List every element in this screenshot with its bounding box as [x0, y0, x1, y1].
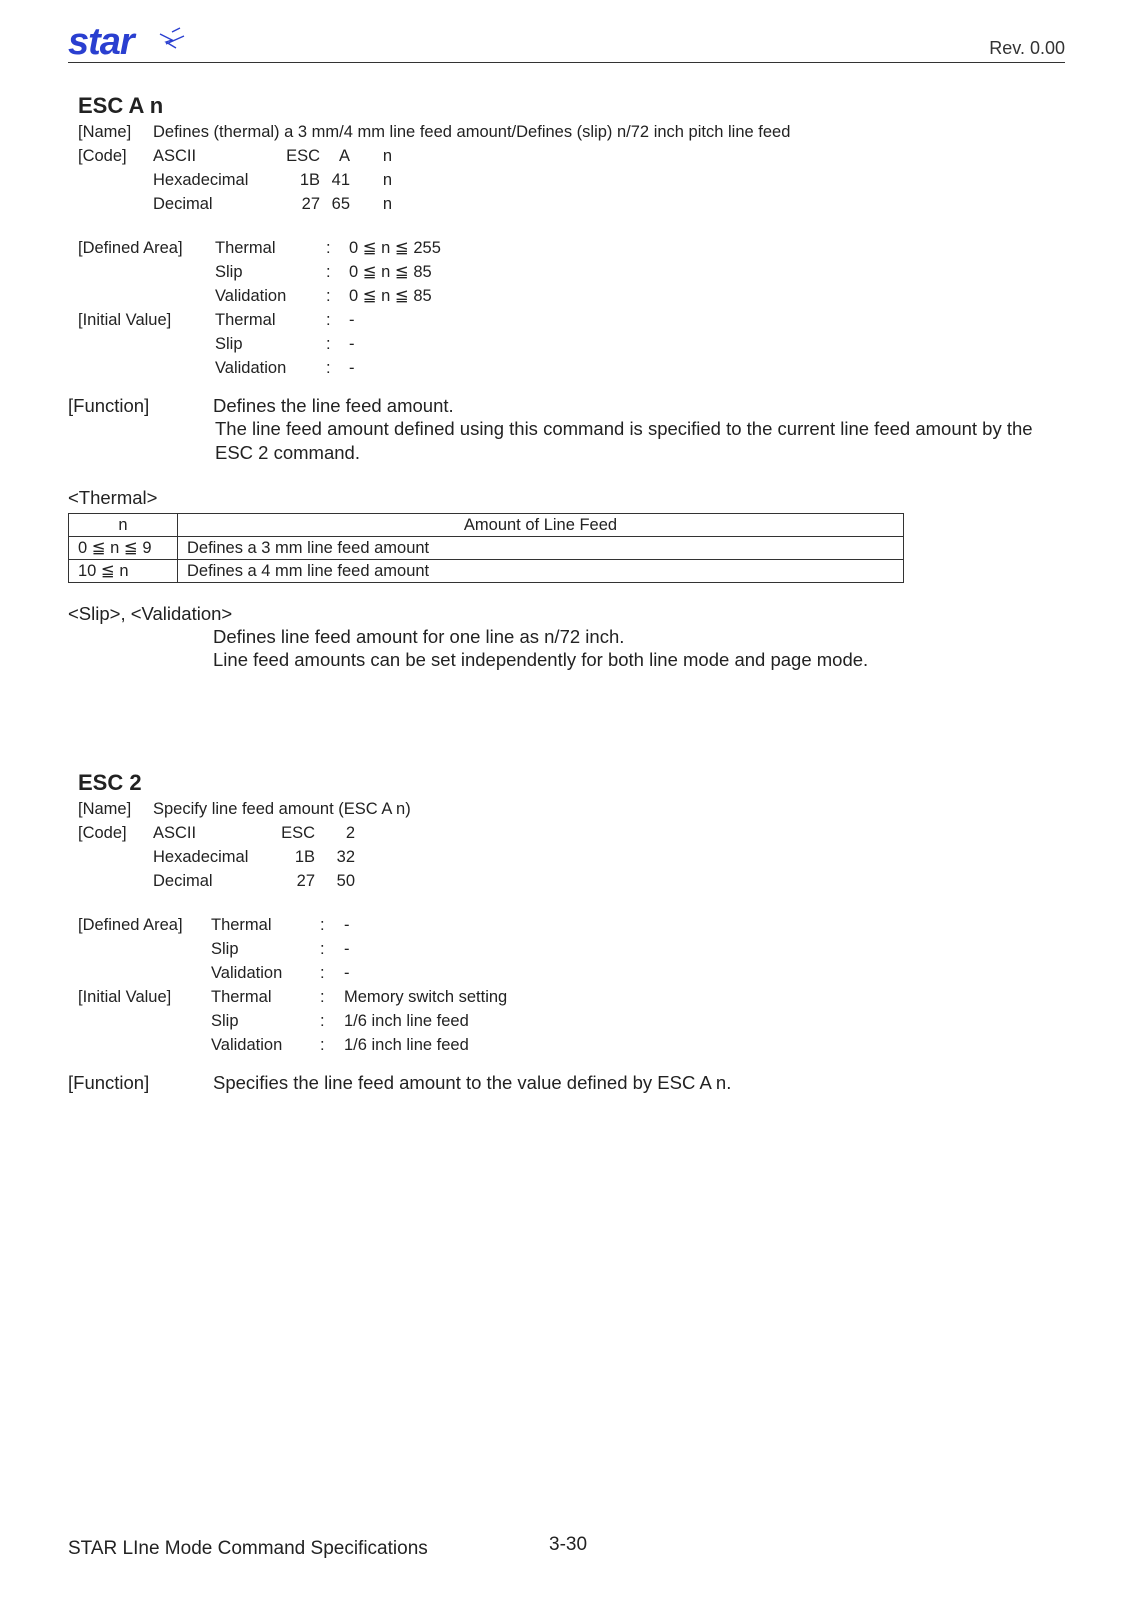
- code-value: 1B: [294, 848, 315, 866]
- code-value: n: [382, 195, 392, 213]
- initial-value-list: Thermal : - Slip : - Validation : -: [215, 308, 549, 380]
- mode-value: -: [349, 311, 355, 329]
- code-value: 27: [296, 872, 315, 890]
- mode-label: Validation: [211, 964, 283, 982]
- code-type: Decimal: [153, 872, 213, 890]
- header-divider: [68, 62, 1065, 63]
- mode-value: -: [344, 940, 350, 958]
- mode-label: Slip: [215, 335, 243, 353]
- code-type: ASCII: [153, 824, 197, 842]
- section-title-esc-a-n: ESC A n: [78, 93, 164, 118]
- slip-text: Defines line feed amount for one line as n/72 inch.: [213, 626, 625, 647]
- mode-value: 1/6 inch line feed: [344, 1012, 469, 1030]
- defined-area-label: [Defined Area]: [78, 239, 183, 257]
- mode-value: 0 ≦ n ≦ 85: [349, 287, 432, 305]
- name-label: [Name]: [78, 123, 132, 141]
- star-logo: [68, 24, 186, 60]
- code-type: Decimal: [153, 195, 213, 213]
- code-value: 27: [301, 195, 320, 213]
- table-header: n: [69, 514, 178, 537]
- table-cell: 0 ≦ n ≦ 9: [69, 537, 178, 560]
- mode-label: Thermal: [211, 988, 272, 1006]
- mode-label: Validation: [215, 359, 287, 377]
- slip-validation-heading: <Slip>, <Validation>: [68, 603, 233, 624]
- code-label: [Code]: [78, 824, 127, 842]
- initial-value-label: [Initial Value]: [78, 311, 172, 329]
- footer-document-title: STAR LIne Mode Command Specifications: [68, 1538, 428, 1559]
- svg-text:star: star: [68, 24, 134, 60]
- mode-label: Slip: [215, 263, 243, 281]
- page-number: 3-30: [549, 1534, 588, 1555]
- mode-label: Thermal: [215, 311, 276, 329]
- code-value: A: [338, 147, 350, 165]
- code-type: Hexadecimal: [153, 848, 249, 866]
- mode-label: Slip: [211, 1012, 239, 1030]
- code-value: 50: [336, 872, 355, 890]
- mode-value: 1/6 inch line feed: [344, 1036, 469, 1054]
- mode-value: 0 ≦ n ≦ 255: [349, 239, 441, 257]
- mode-value: Memory switch setting: [344, 988, 508, 1006]
- mode-label: Thermal: [215, 239, 276, 257]
- mode-value: -: [344, 916, 350, 934]
- function-text: The line feed amount defined using this command is specified to the current line feed amount by the ESC 2 command.: [215, 418, 1033, 463]
- command-name: Specify line feed amount (ESC A n): [153, 800, 411, 818]
- code-type: Hexadecimal: [153, 171, 249, 189]
- mode-label: Validation: [211, 1036, 283, 1054]
- code-table: [153, 144, 392, 216]
- function-text: Defines the line feed amount.: [213, 395, 454, 416]
- function-label: [Function]: [68, 1072, 150, 1093]
- table-row: [69, 560, 904, 583]
- section-title-esc-2: ESC 2: [78, 770, 142, 795]
- mode-value: 0 ≦ n ≦ 85: [349, 263, 432, 281]
- slip-text: Line feed amounts can be set independently for both line mode and page mode.: [213, 649, 869, 670]
- code-value: n: [382, 171, 392, 189]
- mode-value: -: [344, 964, 350, 982]
- revision-label: Rev. 0.00: [989, 38, 1065, 58]
- table-cell: Defines a 4 mm line feed amount: [178, 560, 904, 583]
- table-header-row: [69, 514, 904, 537]
- initial-value-list: Thermal : Memory switch setting Slip : 1/6 inch line feed Validation : 1/6 inch line feed: [211, 985, 564, 1057]
- code-value: ESC: [281, 824, 315, 842]
- code-type: ASCII: [153, 147, 197, 165]
- table-cell: 10 ≦ n: [69, 560, 178, 583]
- mode-label: Slip: [211, 940, 239, 958]
- name-label: [Name]: [78, 800, 132, 818]
- table-row: [69, 537, 904, 560]
- code-label: [Code]: [78, 147, 127, 165]
- defined-area-list: Thermal : - Slip : - Validation : -: [211, 913, 564, 985]
- table-cell: Defines a 3 mm line feed amount: [178, 537, 904, 560]
- thermal-heading: <Thermal>: [68, 487, 158, 508]
- code-value: ESC: [286, 147, 320, 165]
- code-value: 2: [345, 824, 355, 842]
- mode-value: -: [349, 359, 355, 377]
- code-table: [153, 821, 355, 893]
- table-header: Amount of Line Feed: [178, 514, 904, 537]
- defined-area-list: Thermal : 0 ≦ n ≦ 255 Slip : 0 ≦ n ≦ 85 Validation : 0 ≦ n ≦ 85: [215, 236, 549, 308]
- code-value: 41: [331, 171, 350, 189]
- code-value: n: [382, 147, 392, 165]
- defined-area-label: [Defined Area]: [78, 916, 183, 934]
- code-value: 65: [331, 195, 350, 213]
- mode-label: Thermal: [211, 916, 272, 934]
- command-name: Defines (thermal) a 3 mm/4 mm line feed amount/Defines (slip) n/72 inch pitch line feed: [153, 123, 791, 141]
- code-value: 1B: [299, 171, 320, 189]
- function-label: [Function]: [68, 395, 150, 416]
- mode-label: Validation: [215, 287, 287, 305]
- mode-value: -: [349, 335, 355, 353]
- function-text: Specifies the line feed amount to the value defined by ESC A n.: [213, 1072, 732, 1093]
- code-value: 32: [336, 848, 355, 866]
- initial-value-label: [Initial Value]: [78, 988, 172, 1006]
- line-feed-table: [68, 513, 904, 583]
